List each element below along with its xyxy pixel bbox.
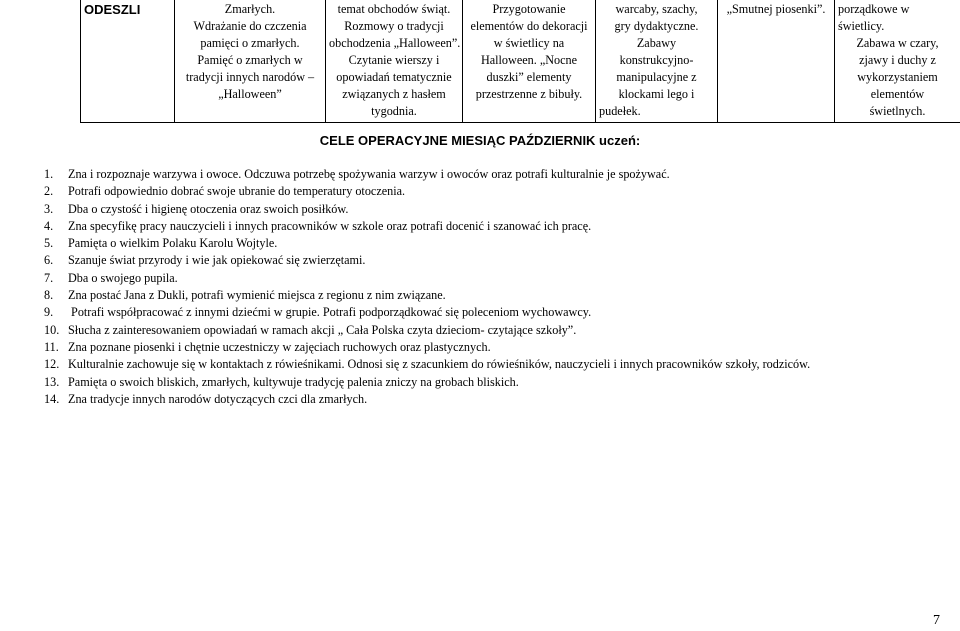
item-number: 7. [44,270,54,285]
goals-topic-cell [175,0,326,123]
item-number: 11. [44,339,59,354]
cell-line: Wdrażanie do czczenia [193,19,307,33]
cell-line: opowiadań tematycznie [336,70,452,84]
list-item [44,166,810,183]
item-text: Pamięta o swoich bliskich, zmarłych, kultywuje tradycję palenia zniczy na grobach bliskich. [68,374,519,389]
item-text: Zna tradycje innych narodów dotyczących czci dla zmarłych. [68,391,368,406]
cell-line: zjawy i duchy z [859,53,936,67]
list-item [44,356,810,373]
item-number: 14. [44,391,60,406]
cell-line: Przygotowanie [492,2,566,16]
cell-line: w świetlicy na [493,36,565,50]
item-text: Dba o czystość i higienę otoczenia oraz swoich posiłków. [68,201,349,216]
list-item [44,201,810,218]
list-item [44,183,810,200]
list-item [44,235,810,252]
item-number: 10. [44,322,60,337]
month-label: ODESZLI [84,2,141,17]
cell-line: obchodzenia „Halloween”. [329,36,461,50]
month-cell [81,0,175,123]
goals-heading: CELE OPERACYJNE MIESIĄC PAŹDZIERNIK uczeń: [319,133,641,148]
cell-line: porządkowe w [838,2,910,16]
item-number: 13. [44,374,60,389]
list-item [44,270,810,287]
movement-cell [835,0,960,123]
item-number: 6. [44,253,54,268]
plan-row [81,0,960,123]
cell-line: Zabawy [636,36,677,50]
cell-line: warcaby, szachy, [615,2,698,16]
item-text: Dba o swojego pupila. [68,270,178,285]
list-item [44,252,810,269]
cell-line: klockami lego i [618,87,695,101]
cell-line: wykorzystaniem [857,70,938,84]
item-text: Zna postać Jana z Dukli, potrafi wymienić miejsca z regionu z nim związane. [68,288,446,303]
activities-cell [326,0,463,123]
item-number: 8. [44,288,54,303]
cell-line: tradycji innych narodów – [185,70,315,84]
cell-line: Zabawa w czary, [856,36,939,50]
cell-line: manipulacyjne z [616,70,697,84]
music-cell [718,0,835,123]
list-item [44,374,810,391]
cell-line: duszki” elementy [486,70,572,84]
list-item [44,287,810,304]
item-text: Zna specyfikę pracy nauczycieli i innych pracowników w szkole oraz potrafi docenić i szanować ich pracę. [68,218,592,233]
list-item [44,339,810,356]
item-text: Potrafi współpracować z innymi dziećmi w grupie. Potrafi podporządkować się poleceniom wychowawcy. [68,305,592,320]
list-item [44,391,810,408]
cell-line: elementów do dekoracji [470,19,588,33]
cell-line: Pamięć o zmarłych w [197,53,303,67]
list-item [44,218,810,235]
item-number: 3. [44,201,54,216]
item-text: Szanuje świat przyrody i wie jak opiekować się zwierzętami. [68,253,366,268]
cell-line: pamięci o zmarłych. [200,36,300,50]
cell-line: Zmarłych. [224,2,276,16]
art-cell [463,0,596,123]
cell-line: Rozmowy o tradycji [344,19,444,33]
item-text: Pamięta o wielkim Polaku Karolu Wojtyle. [68,236,278,251]
item-number: 9. [44,305,54,320]
list-item [44,322,810,339]
item-text: Zna poznane piosenki i chętnie uczestniczy w zajęciach ruchowych oraz plastycznych. [68,339,491,354]
cell-line: pudełek. [599,104,641,118]
cell-line: elementów [870,87,925,101]
cell-line: Halloween. „Nocne [480,53,578,67]
cell-line: gry dydaktyczne. [614,19,699,33]
item-text: Słucha z zainteresowaniem opowiadań w ramach akcji „ Cała Polska czyta dzieciom- czytające szkoły”. [68,322,577,337]
page-number: 7 [933,613,940,628]
item-text: Zna i rozpoznaje warzywa i owoce. Odczuwa potrzebę spożywania warzyw i owoców oraz potrafi kulturalnie je spożywać. [68,167,670,181]
cell-line: tygodnia. [371,104,417,118]
item-number: 1. [44,167,54,181]
cell-line: temat obchodów świąt. [337,2,451,16]
cell-line: przestrzenne z bibuły. [475,87,583,101]
cell-line: „Halloween” [218,87,282,101]
item-number: 5. [44,236,54,251]
item-number: 12. [44,357,60,372]
item-text: Kulturalnie zachowuje się w kontaktach z rówieśnikami. Odnosi się z szacunkiem do rówieśników, nauczycieli i innych pracowników szkoły, rodziców. [68,357,811,372]
cell-line: konstrukcyjno- [619,53,694,67]
cell-line: Czytanie wierszy i [348,53,440,67]
cell-line: związanych z hasłem [342,87,446,101]
list-item [44,304,810,321]
item-number: 2. [44,184,54,199]
item-number: 4. [44,218,54,233]
goals-list [44,166,810,408]
cell-line: świetlicy. [838,19,885,33]
cell-line: świetlnych. [869,104,926,118]
plan-table [80,0,960,123]
games-cell [596,0,718,123]
cell-line: „Smutnej piosenki”. [726,2,826,16]
item-text: Potrafi odpowiednio dobrać swoje ubranie do temperatury otoczenia. [68,184,406,199]
